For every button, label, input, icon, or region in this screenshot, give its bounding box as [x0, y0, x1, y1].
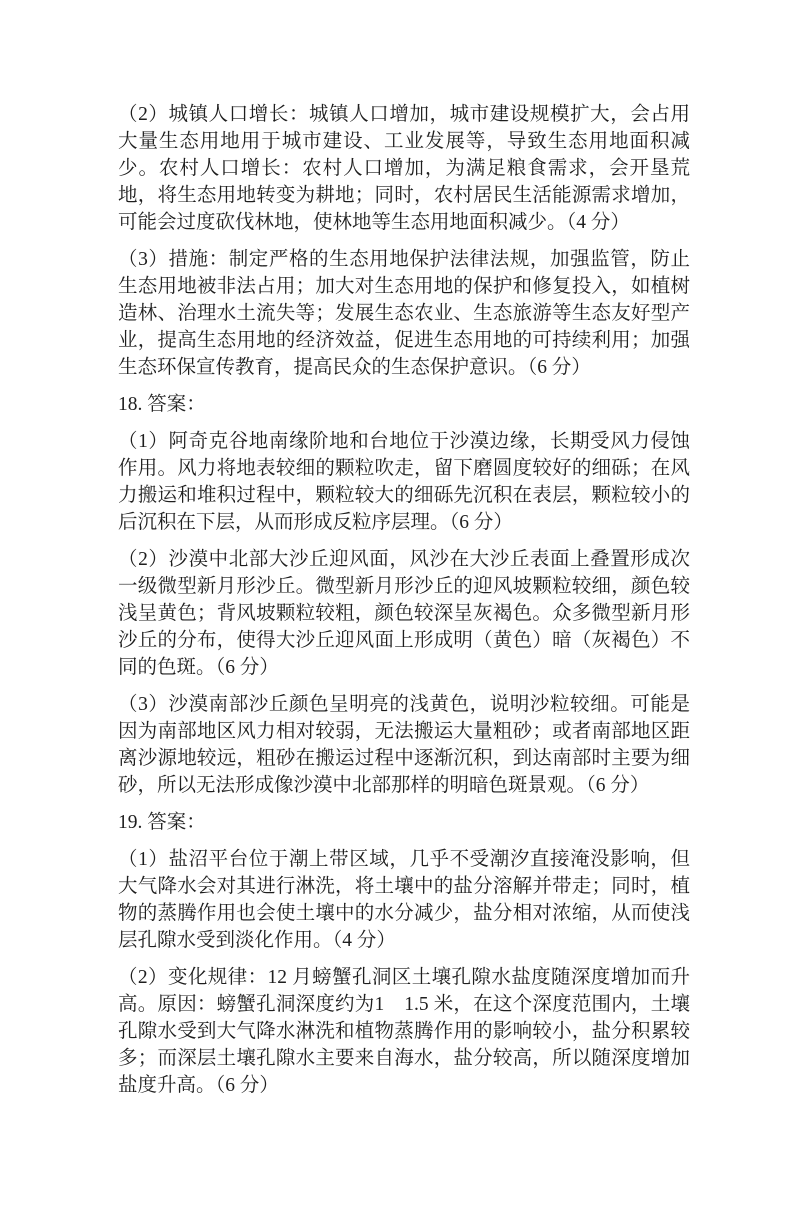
- answer-18-part1: （1）阿奇克谷地南缘阶地和台地位于沙漠边缘，长期受风力侵蚀作用。风力将地表较细的颗粒吹走，留下磨圆度较好的细砾；在风力搬运和堆积过程中，颗粒较大的细砾先沉积在表层，颗粒较小的后沉积在下层，从而形成反粒序层理。（6 分）: [118, 431, 690, 533]
- question-19-heading: 19. 答案：: [118, 812, 206, 833]
- question-17-answers: [118, 101, 690, 381]
- question-19-answers: [118, 809, 690, 1099]
- answer-19-part1: （1）盐沼平台位于潮上带区域，几乎不受潮汐直接淹没影响，但大气降水会对其进行淋洗，将土壤中的盐分溶解并带走；同时，植物的蒸腾作用也会使土壤中的水分减少，盐分相对浓缩，从而使浅层孔隙水受到淡化作用。（4 分）: [118, 849, 690, 951]
- answer-18-part2: （2）沙漠中北部大沙丘迎风面，风沙在大沙丘表面上叠置形成次一级微型新月形沙丘。微型新月形沙丘的迎风坡颗粒较细，颜色较浅呈黄色；背风坡颗粒较粗，颜色较深呈灰褐色。众多微型新月形沙丘的分布，使得大沙丘迎风面上形成明（黄色）暗（灰褐色）不同的色斑。（6 分）: [118, 549, 690, 678]
- answer-19-part2: （2）变化规律：12 月螃蟹孔洞区土壤孔隙水盐度随深度增加而升高。原因：螃蟹孔洞深度约为1 1.5 米，在这个深度范围内，土壤孔隙水受到大气降水淋洗和植物蒸腾作用的影响较小，盐分积累较多；而深层土壤孔隙水主要来自海水，盐分较高，所以随深度增加盐度升高。（6 分）: [118, 967, 690, 1096]
- question-18-heading: 18. 答案：: [118, 394, 206, 415]
- question-18-answers: [118, 391, 690, 799]
- answer-17-part2: （2）城镇人口增长：城镇人口增加，城市建设规模扩大，会占用大量生态用地用于城市建设、工业发展等，导致生态用地面积减少。农村人口增长：农村人口增加，为满足粮食需求，会开垦荒地，将生态用地转变为耕地；同时，农村居民生活能源需求增加，可能会过度砍伐林地，使林地等生态用地面积减少。（4 分）: [118, 104, 690, 233]
- page-content: [118, 101, 690, 1109]
- answer-17-part3: （3）措施：制定严格的生态用地保护法律法规，加强监管，防止生态用地被非法占用；加大对生态用地的保护和修复投入，如植树造林、治理水土流失等；发展生态农业、生态旅游等生态友好型产业，提高生态用地的经济效益，促进生态用地的可持续利用；加强生态环保宣传教育，提高民众的生态保护意识。（6 分）: [118, 249, 690, 378]
- answer-18-part3: （3）沙漠南部沙丘颜色呈明亮的浅黄色，说明沙粒较细。可能是因为南部地区风力相对较弱，无法搬运大量粗砂；或者南部地区距离沙源地较远，粗砂在搬运过程中逐渐沉积，到达南部时主要为细砂，所以无法形成像沙漠中北部那样的明暗色斑景观。（6 分）: [118, 694, 690, 796]
